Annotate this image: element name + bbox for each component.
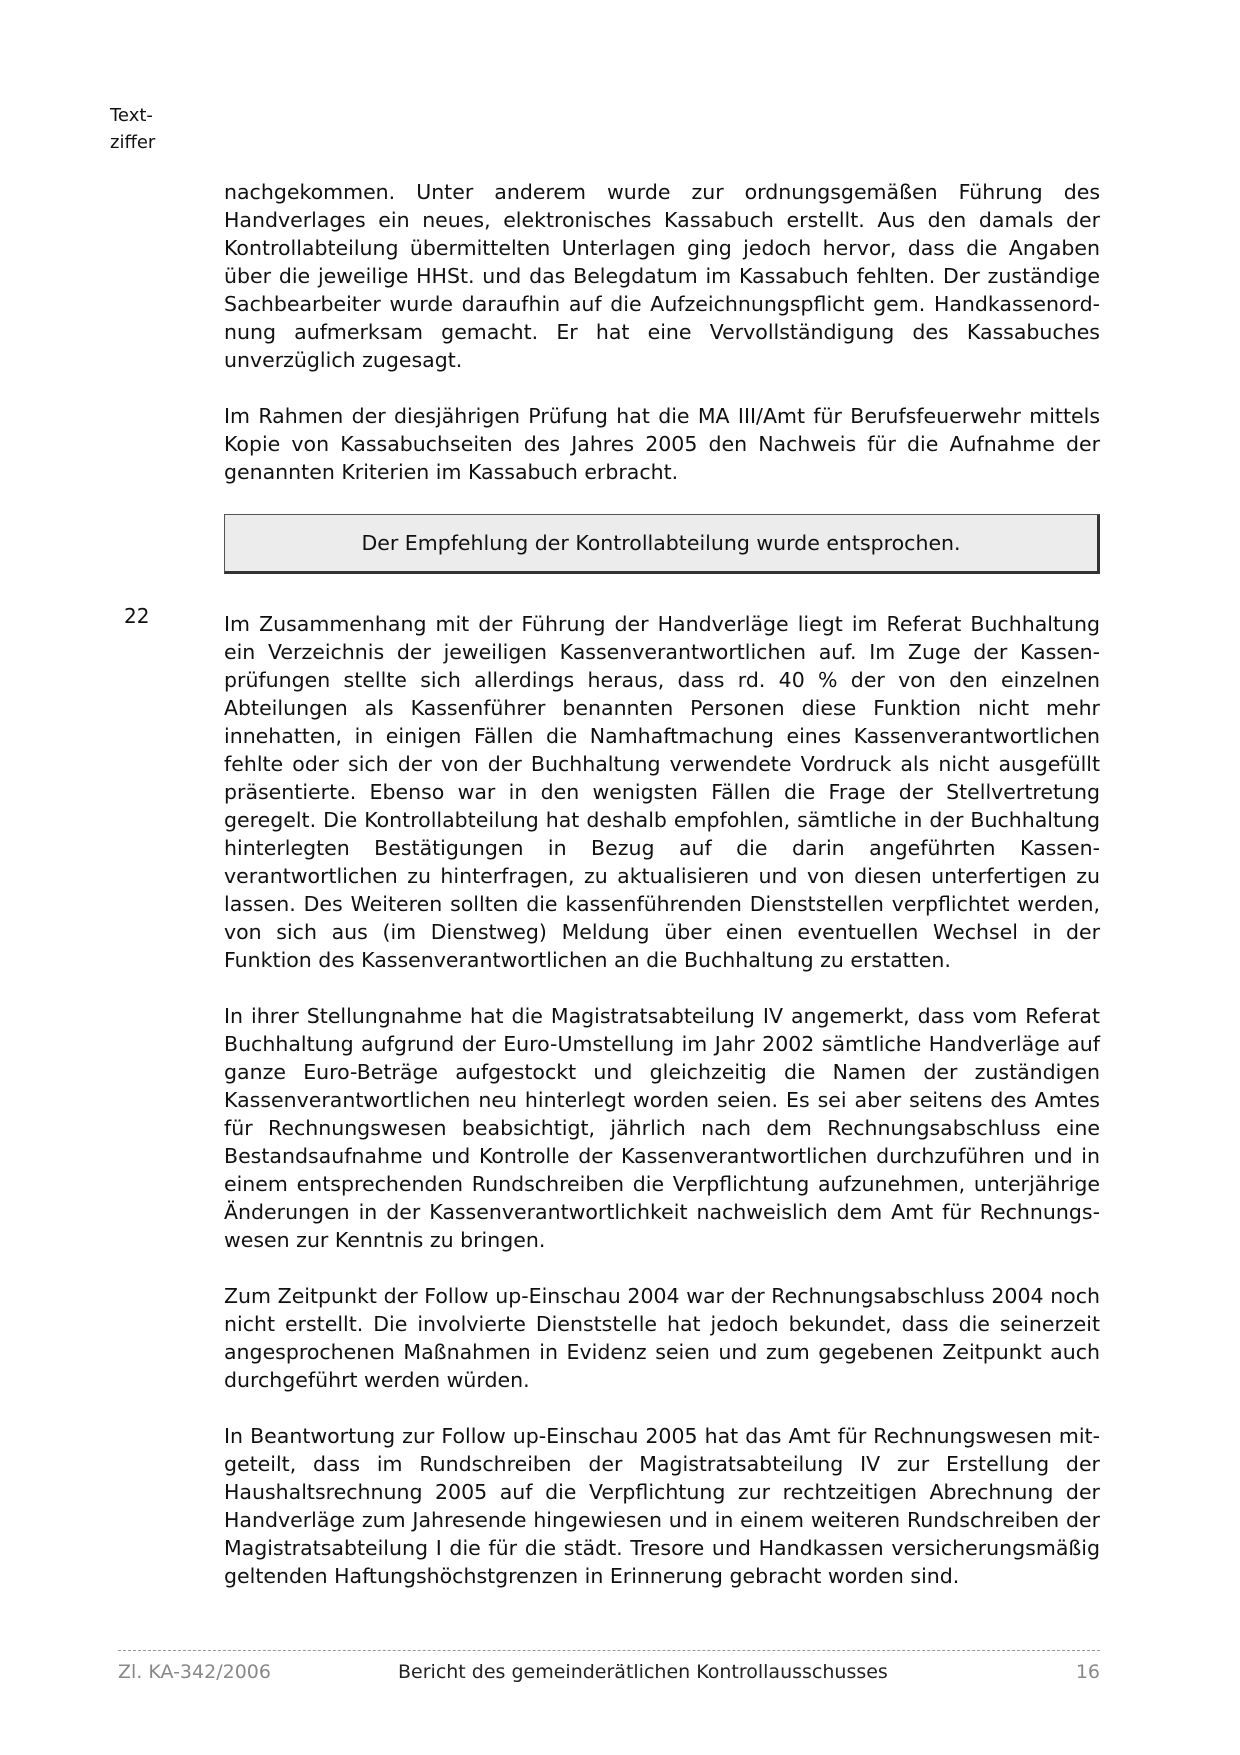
document-body	[224, 178, 1100, 1618]
margin-label-textziffer	[110, 102, 155, 156]
recommendation-box	[224, 514, 1100, 574]
footer-title: Bericht des gemeinderätlichen Kontrollausschusses	[398, 1661, 888, 1683]
paragraph: In ihrer Stellungnahme hat die Magistratsabteilung IV angemerkt, dass vom Referat Buchhaltung aufgrund der Euro-Umstellung im Jahr 2002 sämtliche Handverläge auf ganze Euro-Beträge aufgestockt und gleichzeitig die Namen der zuständigen Kassenverantwortlichen neu hinterlegt worden seien. Es sei aber seitens des Amtes für Rechnungswesen beabsichtigt, jährlich nach dem Rechnungsabschluss eine Bestandsaufnahme und Kontrolle der Kassenverantwortlichen durchzuführen und in einem entsprechenden Rundschreiben die Verpflichtung aufzunehmen, unterjährige Änderungen in der Kassenverantwortlichkeit nachweislich dem Amt für Rechnungswesen zur Kenntnis zu bringen.	[224, 1004, 1100, 1252]
recommendation-text: Der Empfehlung der Kontrollabteilung wurde entsprochen.	[361, 531, 961, 555]
margin-label-line1: Text-	[110, 105, 153, 126]
margin-label-line2: ziffer	[110, 132, 156, 153]
footer-reference: Zl. KA-342/2006	[118, 1661, 271, 1683]
footer-divider	[118, 1650, 1100, 1651]
paragraph: Im Rahmen der diesjährigen Prüfung hat die MA III/Amt für Berufsfeuerwehr mittels Kopie von Kassabuchseiten des Jahres 2005 den Nachweis für die Aufnahme der genannten Kriterien im Kassabuch erbracht.	[224, 404, 1100, 484]
paragraph: Zum Zeitpunkt der Follow up-Einschau 2004 war der Rechnungsabschluss 2004 noch nicht erstellt. Die involvierte Dienststelle hat jedoch bekundet, dass die seinerzeit angesprochenen Maßnahmen in Evidenz seien und zum gegebenen Zeitpunkt auch durchgeführt werden würden.	[224, 1284, 1100, 1392]
paragraph: Im Zusammenhang mit der Führung der Handverläge liegt im Referat Buchhaltung ein Verzeichnis der jeweiligen Kassenverantwortlichen auf. Im Zuge der Kassenprüfungen stellte sich allerdings heraus, dass rd. 40 % der von den einzelnen Abteilungen als Kassenführer benannten Personen diese Funktion nicht mehr innehatten, in einigen Fällen die Namhaftmachung eines Kassenverantwortlichen fehlte oder sich der von der Buchhaltung verwendete Vordruck als nicht ausgefüllt präsentierte. Ebenso war in den wenigsten Fällen die Frage der Stellvertretung geregelt. Die Kontrollabteilung hat deshalb empfohlen, sämtliche in der Buchhaltung hinterlegten Bestätigungen in Bezug auf die darin angeführten Kassenverantwortlichen zu hinterfragen, zu aktualisieren und von diesen unterfertigen zu lassen. Des Weiteren sollten die kassenführenden Dienststellen verpflichtet werden, von sich aus (im Dienstweg) Meldung über einen eventuellen Wechsel in der Funktion des Kassenverantwortlichen an die Buchhaltung zu erstatten.	[224, 612, 1100, 972]
paragraph: In Beantwortung zur Follow up-Einschau 2005 hat das Amt für Rechnungswesen mitgeteilt, dass im Rundschreiben der Magistratsabteilung IV zur Erstellung der Haushaltsrechnung 2005 auf die Verpflichtung zur rechtzeitigen Abrechnung der Handverläge zum Jahresende hingewiesen und in einem weiteren Rundschreiben der Magistratsabteilung I die für die städt. Tresore und Handkassen versicherungsmäßig geltenden Haftungshöchstgrenzen in Erinnerung gebracht worden sind.	[224, 1424, 1100, 1588]
paragraph: nachgekommen. Unter anderem wurde zur ordnungsgemäßen Führung des Handverlages ein neues, elektronisches Kassabuch erstellt. Aus den damals der Kontrollabteilung übermittelten Unterlagen ging jedoch hervor, dass die Angaben über die jeweilige HHSt. und das Belegdatum im Kassabuch fehlten. Der zuständige Sachbearbeiter wurde daraufhin auf die Aufzeichnungspflicht gem. Handkassenordnung aufmerksam gemacht. Er hat eine Vervollständigung des Kassabuches unverzüglich zugesagt.	[224, 180, 1100, 372]
section-number-22: 22	[124, 604, 150, 628]
page-number: 16	[1075, 1661, 1100, 1683]
